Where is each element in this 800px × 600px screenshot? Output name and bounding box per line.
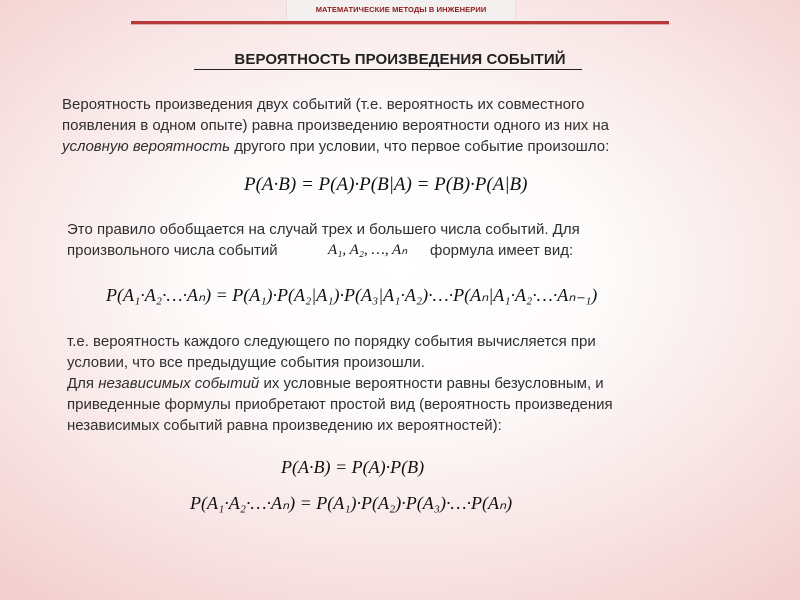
paragraph-independent-line-3: [67, 373, 613, 394]
paragraph-independent-line-4: приведенные формулы приобретают простой вид (вероятность произведения: [67, 396, 613, 413]
paragraph-independent-line-3-start: Для: [67, 375, 99, 392]
formula-independent-two: P(A·B) = P(A)·P(B): [281, 457, 425, 477]
paragraph-independent-line-3-rest: их условные вероятности равны безусловным, и: [259, 375, 604, 392]
paragraph-intro-line-2: появления в одном опыте) равна произведению вероятности одного из них на: [62, 117, 610, 134]
formula-n-events: P(A₁·A₂·…·Aₙ) = P(A₁)·P(A₂|A₁)·P(A₃|A₁·A₂)·…·P(Aₙ|A₁·A₂·…·Aₙ₋₁): [106, 285, 598, 305]
term-conditional-probability: условную вероятность: [62, 138, 231, 155]
paragraph-independent-line-5: независимых событий равна произведению их вероятностей):: [67, 417, 502, 434]
inline-event-list: A₁, A₂, …, Aₙ: [328, 242, 408, 258]
paragraph-independent-line-2: условии, что все предыдущие события произошли.: [67, 354, 425, 371]
paragraph-generalization-line-1: Это правило обобщается на случай трех и большего числа событий. Для: [67, 221, 580, 238]
term-independent-events: независимых событий: [98, 375, 260, 392]
paragraph-generalization-line-2: произвольного числа событий: [67, 242, 278, 259]
formula-independent-n: P(A₁·A₂·…·Aₙ) = P(A₁)·P(A₂)·P(A₃)·…·P(Aₙ): [190, 493, 513, 513]
paragraph-intro-line-3: [62, 136, 609, 157]
title-underline: [194, 69, 582, 70]
page-title: ВЕРОЯТНОСТЬ ПРОИЗВЕДЕНИЯ СОБЫТИЙ: [234, 51, 566, 68]
paragraph-generalization-line-2-end: формула имеет вид:: [430, 242, 574, 259]
header-band: [286, 0, 516, 20]
paragraph-intro: [62, 94, 609, 157]
header-title: МАТЕМАТИЧЕСКИЕ МЕТОДЫ В ИНЖЕНЕРИИ: [315, 5, 487, 14]
formula-two-events: P(A·B) = P(A)·P(B|A) = P(B)·P(A|B): [244, 174, 528, 195]
paragraph-independent: [67, 331, 613, 436]
paragraph-intro-line-3-rest: другого при условии, что первое событие произошло:: [230, 138, 610, 155]
header-divider: [131, 21, 669, 24]
paragraph-intro-line-1: Вероятность произведения двух событий (т.е. вероятность их совместного: [62, 96, 585, 113]
paragraph-independent-line-1: т.е. вероятность каждого следующего по порядку события вычисляется при: [67, 333, 596, 350]
